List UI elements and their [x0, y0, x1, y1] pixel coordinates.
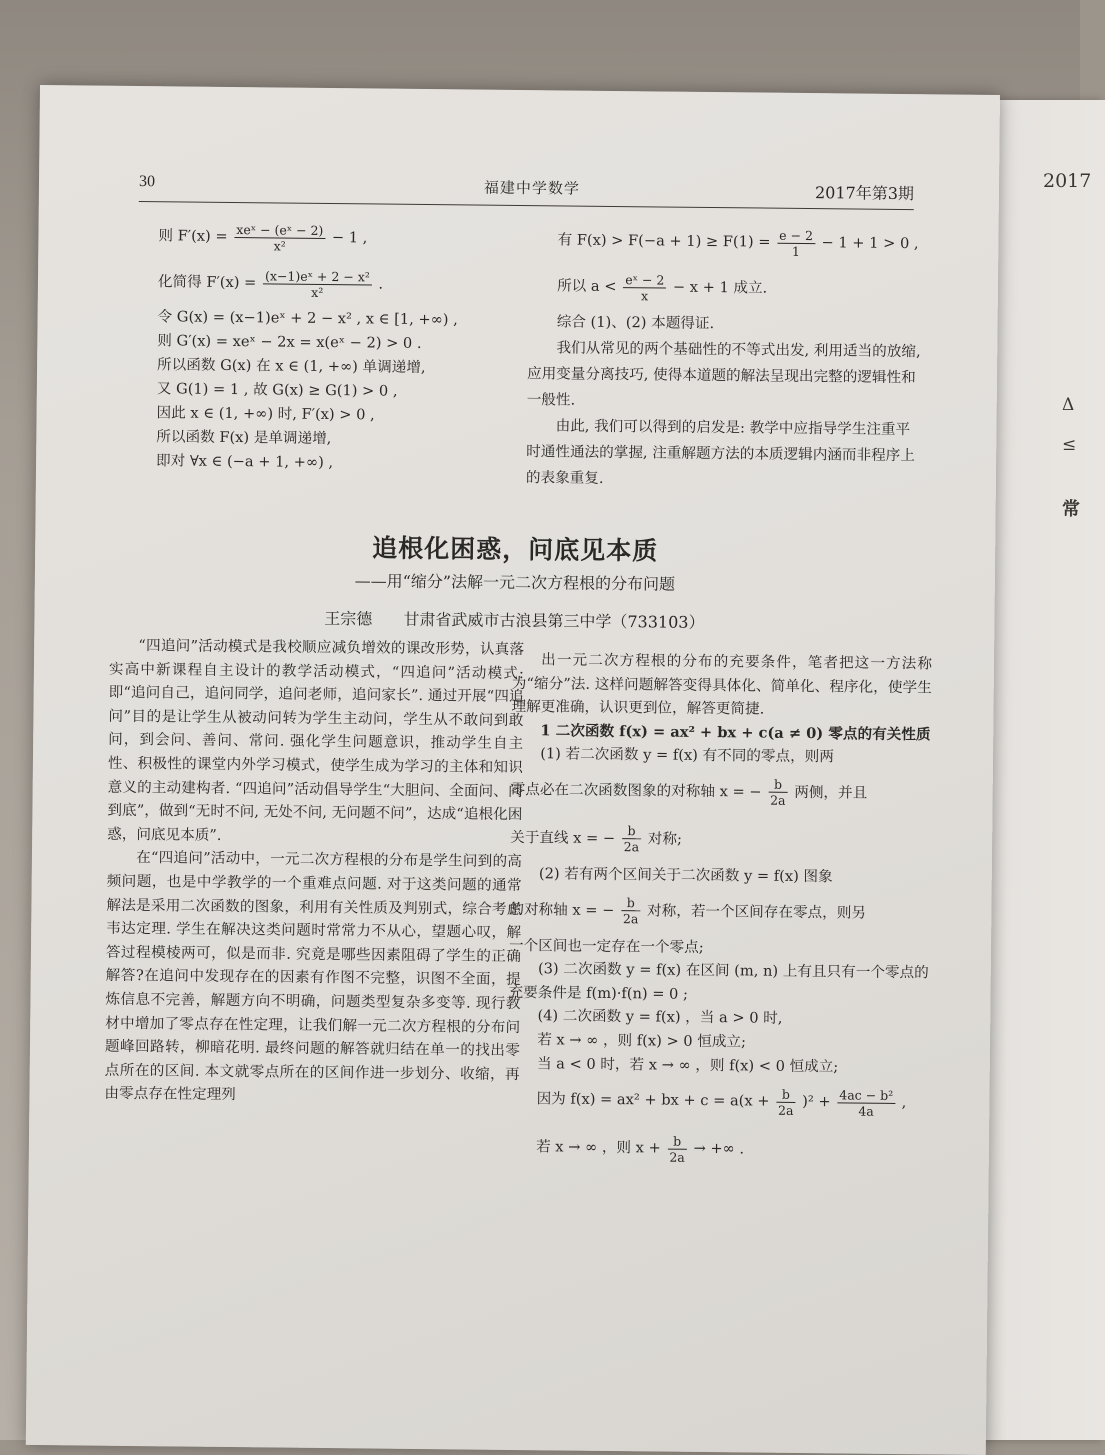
- property-item: (2) 若有两个区间关于二次函数 y = f(x) 图象: [538, 865, 833, 886]
- equation-line: 所以函数 F(x) 是单调递增,: [156, 428, 332, 448]
- equation-line: 的对称轴 x = − $\frac{b}{2a}$ 对称，若一个区间存在零点，则另: [509, 895, 867, 927]
- property-item: 若 x → ∞ ，则 f(x) > 0 恒成立;: [537, 1031, 747, 1051]
- fraction: $\frac{b}{2a}$: [622, 824, 642, 855]
- article-subtitle: ——用“缩分”法解一元二次方程根的分布问题: [354, 571, 676, 594]
- equation-line: 所以函数 G(x) 在 x ∈ (1, +∞) 单调递增,: [157, 356, 426, 377]
- proof-left-column: [156, 213, 529, 477]
- equation-line: 即对 ∀x ∈ (−a + 1, +∞) ,: [156, 452, 334, 472]
- property-item: 一个区间也一定存在一个零点;: [508, 936, 704, 956]
- equation-line: 令 G(x) = (x−1)eˣ + 2 − x² , x ∈ [1, +∞) ,: [157, 308, 458, 329]
- paragraph: 由此, 我们可以得到的启发是: 教学中应指导学生注重平时通性通法的掌握, 注重解题方法的本质逻辑内涵而非程序上的表象重复.: [525, 417, 916, 487]
- equation-line: 所以 a < $\frac{\text{eˣ − 2}}{x}$ − x + 1 成立.: [557, 271, 768, 303]
- adjacent-page-glyph: ≤: [1062, 435, 1077, 455]
- author-name: 王宗德: [324, 608, 373, 629]
- fraction: $\frac{b}{2a}$: [667, 1133, 687, 1164]
- journal-page: [26, 85, 1000, 1455]
- fraction: $\frac{\text{eˣ − 2}}{x}$: [623, 272, 666, 303]
- issue-label: 2017年第3期: [814, 183, 915, 204]
- proof-right-column: [526, 217, 924, 495]
- equation-line: 关于直线 x = − $\frac{b}{2a}$ 对称;: [510, 823, 683, 855]
- equation-line: 又 G(1) = 1 , 故 G(x) ≥ G(1) > 0 ,: [156, 380, 398, 400]
- property-item: 当 a < 0 时，若 x → ∞ ，则 f(x) < 0 恒成立;: [536, 1054, 839, 1075]
- equation-line: 若 x → ∞ ，则 x + $\frac{b}{2a}$ → +∞ .: [536, 1133, 745, 1165]
- running-header: [139, 171, 914, 210]
- paragraph: 出一元二次方程根的分布的充要条件，笔者把这一方法称为“缩分”法. 这样问题解答变得具体化、简单化、程序化，使学生理解更准确，认识更到位，解答更简捷.: [511, 651, 933, 718]
- fraction: $\frac{e - 2}{1}$: [777, 227, 815, 258]
- fraction: $\frac{b}{2a}$: [776, 1086, 796, 1117]
- property-item: (3) 二次函数 y = f(x) 在区间 (m, n) 上有且只有一个零点的充要条件是 f(m)·f(n) = 0 ;: [508, 960, 929, 1003]
- fraction: $\frac{b}{2a}$: [621, 895, 641, 926]
- equation-line: 则 F′(x) = $\frac{\text{xeˣ − (eˣ − 2)}}{\text{x²}}$ − 1 ,: [158, 221, 368, 254]
- equation-line: 有 F(x) > F(−a + 1) ≥ F(1) = $\frac{e - 2}{1}$ − 1 + 1 > 0 ,: [557, 227, 919, 259]
- author-affiliation: 甘肃省武威市古浪县第三中学（733103）: [403, 609, 705, 632]
- paragraph: 综合 (1)、(2) 本题得证.: [556, 313, 715, 333]
- equation-line: 零点必在二次函数图象的对称轴 x = − $\frac{b}{2a}$ 两侧，并且: [510, 777, 868, 809]
- equation-line: 则 G′(x) = xeˣ − 2x = x(eˣ − 2) > 0 .: [157, 332, 422, 352]
- property-item: (1) 若二次函数 y = f(x) 有不同的零点，则两: [540, 745, 834, 766]
- adjacent-page-glyph: 常: [1062, 499, 1080, 520]
- equation-line: 因为 f(x) = ax² + bx + c = a(x + $\frac{b}{2a}$ )² + $\frac{\text{4ac − b²}}{4a}$ ,: [536, 1086, 907, 1119]
- paragraph: “四追问”活动模式是我校顺应减负增效的课改形势，认真落实高中新课程自主设计的教学活动模式，“四追问”活动模式: 即“追问自己，追问同学，追问老师，追问家长”. 通过开展“四追问”目的是让学生从被动问转为学生主动问，学生从不敢问到敢问，到会问、善问、常问. 强化学生问题意识，推动学生自主性、积极性的课堂内外学习模式，使学生成为学习的主体和知识意义的主动建构者. “四追问”活动倡导学生“大胆问、全面问、问到底”，做到“无时不问, 无处不问, 无问题不问”，达成“追根化困惑，问底见本质”.: [107, 637, 525, 844]
- body-right-column: [507, 648, 932, 1175]
- equation-line: 化简得 F′(x) = $\frac{\text{(x−1)eˣ + 2 − x²}}{\text{x²}}$ .: [157, 267, 384, 300]
- paragraph: 在“四追问”活动中，一元二次方程根的分布是学生问到的高频问题，也是中学教学的一个重难点问题. 对于这类问题的通常解法是采用二次函数的图象，利用有关性质及判别式，综合考虑韦达定理. 学生在解决这类问题时常常力不从心，望题心叹，解答过程模棱两可，似是而非. 究竟是哪些因素阻碍了学生的正确解答?在追问中发现存在的因素有作图不完整，识图不全面，提炼信息不完善，解题方向不明确，问题类型复杂多变等. 现行教材中增加了零点存在性定理，让我们解一元二次方程根的分布问题峰回路转，柳暗花明. 最终问题的解答就归结在单一的找出零点所在的区间. 本文就零点所在的区间作进一步划分、收缩，再由零点存在性定理列: [104, 849, 523, 1104]
- article-title: 追根化困惑，问底见本质: [372, 533, 659, 566]
- paragraph: 我们从常见的两个基础性的不等式出发, 利用适当的放缩, 应用变量分离技巧, 使得本道题的解法呈现出完整的逻辑性和一般性.: [526, 339, 921, 409]
- body-left-column: [104, 634, 524, 1110]
- page-number: 30: [138, 173, 156, 191]
- fraction: $\frac{b}{2a}$: [768, 777, 788, 808]
- property-item: (4) 二次函数 y = f(x) ，当 a > 0 时,: [537, 1007, 783, 1028]
- adjacent-page-glyph: Δ: [1062, 395, 1075, 415]
- equation-line: 因此 x ∈ (1, +∞) 时, F′(x) > 0 ,: [156, 404, 375, 424]
- fraction: $\frac{\text{(x−1)eˣ + 2 − x²}}{\text{x²}}$: [263, 268, 372, 300]
- section-heading: 1 二次函数 f(x) = ax² + bx + c(a ≠ 0) 零点的有关性质: [540, 722, 931, 744]
- fraction: $\frac{\text{xeˣ − (eˣ − 2)}}{\text{x²}}$: [234, 222, 325, 254]
- adjacent-page-year: 2017: [1043, 170, 1092, 192]
- byline: [34, 603, 994, 636]
- journal-name: 福建中学数学: [483, 178, 581, 198]
- fraction: $\frac{\text{4ac − b²}}{4a}$: [837, 1087, 895, 1119]
